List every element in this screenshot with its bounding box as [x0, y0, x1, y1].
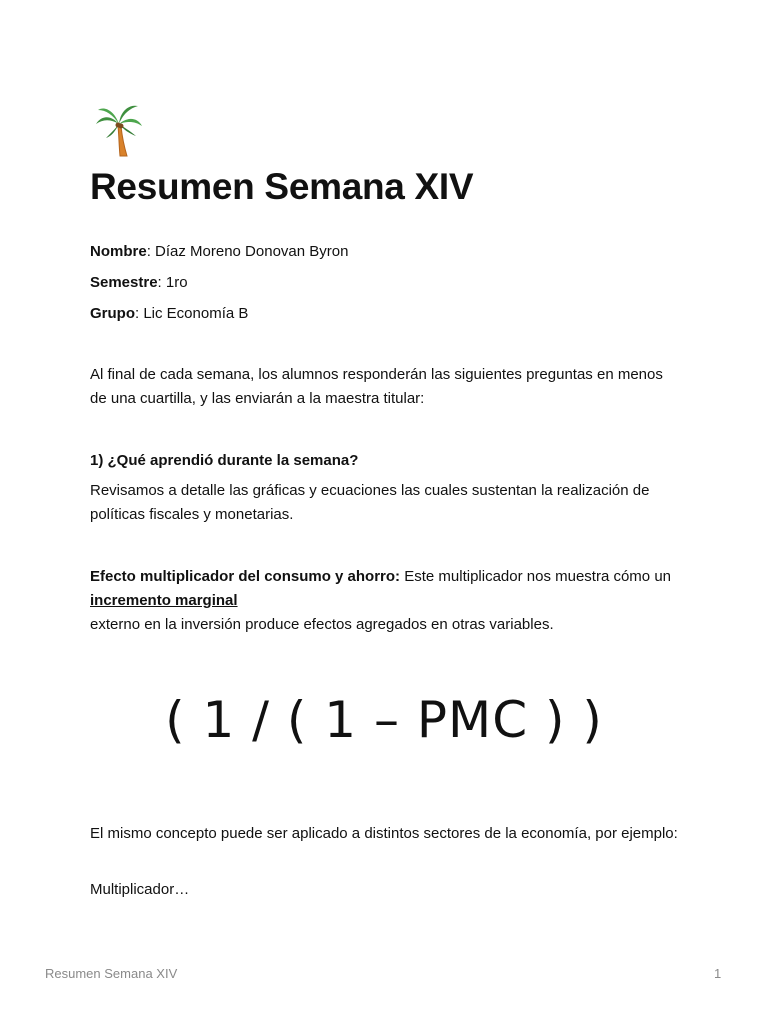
field-value: : Lic Economía B — [135, 305, 249, 322]
field-value: : Díaz Moreno Donovan Byron — [146, 243, 349, 260]
page-number: 1 — [714, 966, 722, 981]
effect-text-a: Este multiplicador nos muestra cómo un — [400, 568, 671, 585]
multiplicador-line: Multiplicador… — [90, 881, 190, 898]
effect-text-b: externo en la inversión produce efectos agregados en otras variables. — [90, 616, 554, 633]
field-grupo — [90, 304, 248, 324]
field-nombre — [90, 242, 348, 262]
intro-paragraph: Al final de cada semana, los alumnos responderán las siguientes preguntas en menos de una cuartilla, y las enviarán a la maestra titular: — [90, 366, 663, 407]
document-title: Resumen Semana XIV — [90, 166, 474, 207]
multiplier-formula: ( 1 / ( 1 – PMC ) ) — [165, 691, 603, 749]
concept-paragraph: El mismo concepto puede ser aplicado a distintos sectores de la economía, por ejemplo: — [90, 825, 678, 842]
field-label: Semestre — [90, 274, 158, 291]
field-value: : 1ro — [157, 274, 188, 291]
question-1: 1) ¿Qué aprendió durante la semana? — [90, 452, 359, 469]
field-label: Nombre — [90, 243, 147, 260]
answer-1: Revisamos a detalle las gráficas y ecuaciones las cuales sustentan la realización de políticas fiscales y monetarias. — [90, 482, 650, 523]
effect-paragraph — [90, 565, 680, 637]
effect-heading: Efecto multiplicador del consumo y ahorro: — [90, 568, 401, 585]
palm-tree-icon — [94, 100, 144, 158]
field-semestre — [90, 273, 188, 293]
underlined-term: incremento marginal — [90, 592, 238, 609]
field-label: Grupo — [90, 305, 135, 322]
footer-title: Resumen Semana XIV — [45, 966, 178, 981]
